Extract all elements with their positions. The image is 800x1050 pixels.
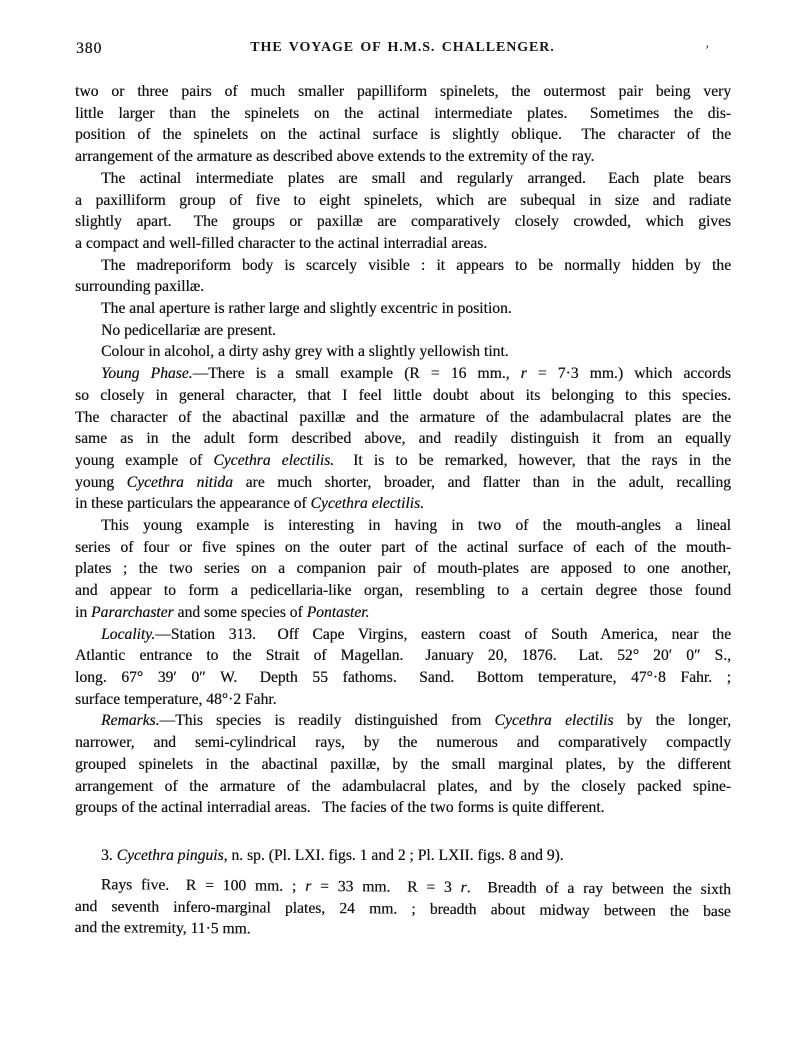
text-line xyxy=(75,320,731,342)
page-header xyxy=(75,40,730,60)
text-segment: This young example is interesting in having in two of the mouth-angles a lineal xyxy=(101,517,731,535)
paragraph-mouth-angles xyxy=(75,515,731,624)
text-segment: so closely in general character, that I feel little doubt about its belonging to this species. xyxy=(75,386,731,404)
text-line xyxy=(75,493,731,515)
text-segment: surface temperature, 48°·2 Fahr. xyxy=(75,690,277,708)
text-segment: Colour in alcohol, a dirty ashy grey with a slightly yellowish tint. xyxy=(101,343,509,361)
italic-text: r xyxy=(305,877,312,895)
text-segment: and the extremity, 11·5 mm. xyxy=(74,919,251,938)
text-line xyxy=(75,689,731,711)
text-segment: are much shorter, broader, and flatter than in the adult, recalling xyxy=(232,473,731,491)
text-line xyxy=(75,710,731,732)
italic-text: Cycethra electilis. xyxy=(213,451,335,469)
page-number: 380 xyxy=(76,40,103,57)
text-segment: —Station 313. Off Cape Virgins, eastern coast of South America, near the xyxy=(155,625,731,643)
text-segment: = 33 mm. R = 3 xyxy=(311,877,461,896)
paragraph-continuation xyxy=(75,81,731,168)
text-segment: The madreporiform body is scarcely visible : it appears to be normally hidden by the xyxy=(101,256,731,274)
text-segment: in these particulars the appearance of xyxy=(75,495,311,513)
text-line xyxy=(75,667,731,689)
paragraph-remarks xyxy=(75,710,731,819)
text-line xyxy=(75,558,731,580)
paragraph-pedicellariae xyxy=(75,320,731,342)
text-segment: The character of the abactinal paxillæ and the armature of the adambulacral plates are the xyxy=(75,408,731,426)
italic-text: Young Phase. xyxy=(101,365,193,383)
text-line xyxy=(75,363,731,385)
paragraph-actinal-plates xyxy=(75,168,731,255)
species-heading xyxy=(75,845,731,867)
text-line xyxy=(75,450,731,472)
text-segment: No pedicellariæ are present. xyxy=(101,321,276,339)
text-line xyxy=(75,146,731,168)
italic-text: Cycethra electilis. xyxy=(310,495,424,513)
text-line xyxy=(75,81,731,103)
running-title: THE VOYAGE OF H.M.S. CHALLENGER. xyxy=(250,40,555,55)
text-line xyxy=(75,580,731,602)
text-line xyxy=(75,385,731,407)
text-segment: groups of the actinal interradial areas. The facies of the two forms is quite different. xyxy=(75,799,605,817)
text-segment: a compact and well-filled character to the actinal interradial areas. xyxy=(75,234,488,252)
text-segment: arrangement of the armature of the adambulacral plates, and by the closely packed spine- xyxy=(75,777,731,795)
paragraph-locality xyxy=(75,624,731,711)
italic-text: r xyxy=(460,878,467,896)
text-segment: same as in the adult form described above, and readily distinguish it from an equally xyxy=(75,430,731,448)
text-segment: two or three pairs of much smaller papilliform spinelets, the outermost pair being very xyxy=(75,83,731,100)
text-segment: by the longer, xyxy=(613,712,731,730)
text-line xyxy=(75,124,731,146)
italic-text: Cycethra nitida xyxy=(126,473,233,491)
text-line xyxy=(75,407,731,429)
text-segment: 3. xyxy=(101,846,117,864)
text-segment: grouped spinelets in the abactinal paxillæ, by the small marginal plates, by the different xyxy=(75,755,731,773)
italic-text: Pararchaster xyxy=(91,603,174,621)
text-segment: series of four or five spines on the outer part of the actinal surface of each of the mouth- xyxy=(75,538,731,556)
text-segment: slightly apart. The groups or paxillæ are comparatively closely crowded, which gives xyxy=(75,213,731,231)
text-segment: young xyxy=(75,473,127,491)
text-line xyxy=(75,298,731,320)
text-line xyxy=(75,276,731,298)
paragraph-measurements xyxy=(74,874,730,944)
text-segment: and seventh infero-marginal plates, 24 mm. ; breadth about midway between the base xyxy=(74,897,731,920)
italic-text: Cycethra electilis xyxy=(494,712,614,730)
paragraph-colour xyxy=(75,341,731,363)
text-line xyxy=(75,103,731,125)
text-line xyxy=(75,341,731,363)
text-segment: . Breadth of a ray between the sixth xyxy=(466,878,731,898)
text-line xyxy=(75,845,731,867)
italic-text: r xyxy=(520,365,527,383)
text-line xyxy=(75,776,731,798)
text-line xyxy=(75,537,731,559)
text-line xyxy=(75,732,731,754)
paragraph-young-phase xyxy=(75,363,731,515)
scan-artifact-mark: ’ xyxy=(705,42,710,57)
text-line xyxy=(75,602,731,624)
italic-text: Remarks. xyxy=(101,712,160,730)
italic-text: Cycethra pinguis xyxy=(116,846,224,864)
text-line xyxy=(75,754,731,776)
text-segment: The anal aperture is rather large and slightly excentric in position. xyxy=(101,300,512,318)
text-segment: a paxilliform group of five to eight spinelets, which are subequal in size and radiate xyxy=(75,191,731,209)
text-segment: arrangement of the armature as described above extends to the extremity of the ray. xyxy=(75,148,595,166)
italic-text: Locality. xyxy=(101,625,156,643)
text-segment: —This species is readily distinguished from xyxy=(159,712,495,730)
text-line xyxy=(75,211,731,233)
text-segment: The actinal intermediate plates are small and regularly arranged. Each plate bears xyxy=(101,169,731,187)
paragraph-madreporiform xyxy=(75,255,731,298)
text-line xyxy=(75,190,731,212)
text-segment: long. 67° 39′ 0″ W. Depth 55 fathoms. Sand. Bottom temperature, 47°·8 Fahr. ; xyxy=(75,668,731,686)
text-line xyxy=(75,472,731,494)
text-segment: young example of xyxy=(75,451,214,469)
text-segment: little larger than the spinelets on the actinal intermediate plates. Sometimes the dis- xyxy=(75,104,731,122)
text-line xyxy=(75,255,731,277)
text-line xyxy=(75,797,731,819)
text-line xyxy=(75,624,731,646)
text-segment: —There is a small example (R = 16 mm., xyxy=(192,365,521,383)
text-segment: Atlantic entrance to the Strait of Magellan. January 20, 1876. Lat. 52° 20′ 0″ S., xyxy=(75,647,731,665)
text-segment: , n. sp. (Pl. LXI. figs. 1 and 2 ; Pl. LXII. figs. 8 and 9). xyxy=(223,846,564,864)
text-segment: surrounding paxillæ. xyxy=(75,278,205,296)
text-line xyxy=(75,233,731,255)
text-segment: position of the spinelets on the actinal surface is slightly oblique. The character of the xyxy=(75,126,731,144)
italic-text: Pontaster. xyxy=(306,603,370,621)
text-segment: It is to be remarked, however, that the rays in the xyxy=(334,451,732,469)
text-segment: and some species of xyxy=(173,603,307,621)
page-body xyxy=(75,81,731,939)
text-segment: plates ; the two series on a companion pair of mouth-plates are apposed to one another, xyxy=(75,560,731,578)
text-line xyxy=(75,168,731,190)
text-segment: = 7·3 mm.) which accords xyxy=(526,365,731,383)
paragraph-anal-aperture xyxy=(75,298,731,320)
text-line xyxy=(75,515,731,537)
text-line xyxy=(75,428,731,450)
text-line xyxy=(75,645,731,667)
text-segment: in xyxy=(75,603,92,621)
text-segment: and appear to form a pedicellaria-like organ, resembling to a certain degree those found xyxy=(75,582,731,600)
text-segment: narrower, and semi-cylindrical rays, by the numerous and comparatively compactly xyxy=(75,734,731,752)
text-segment: Rays five. R = 100 mm. ; xyxy=(100,875,306,895)
